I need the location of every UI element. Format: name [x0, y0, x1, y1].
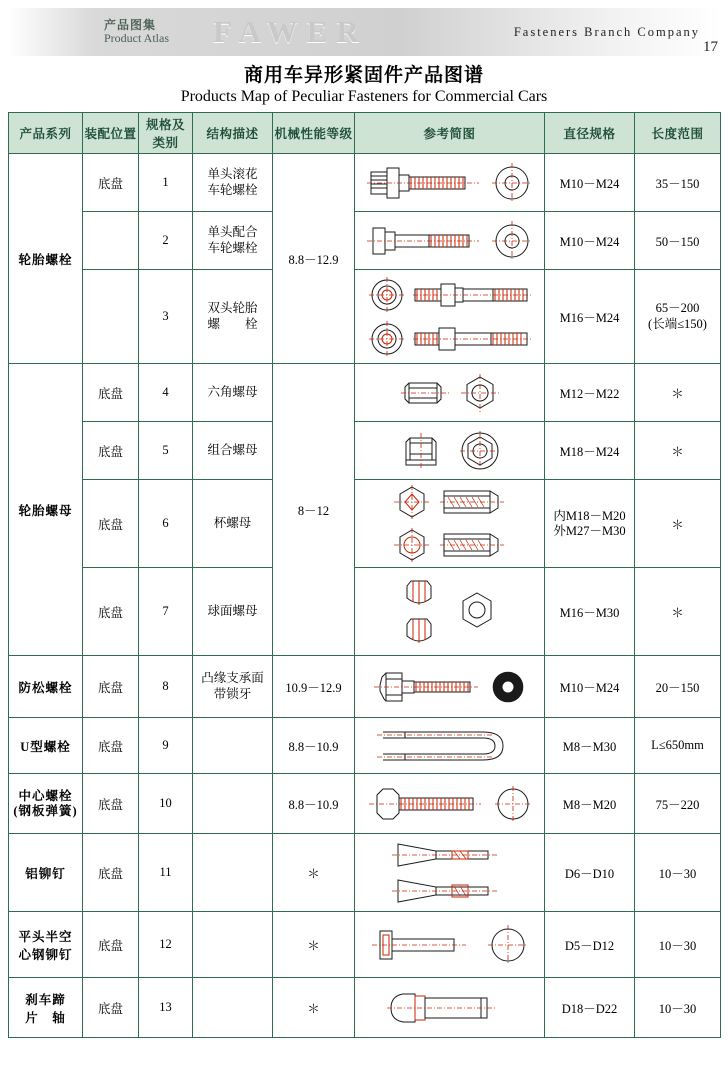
cell-position [83, 270, 139, 364]
cell-no: 9 [139, 718, 193, 774]
page [0, 8, 728, 1038]
cell-position: 底盘 [83, 364, 139, 422]
cell-grade: ＊ [273, 912, 355, 978]
atlas-label-cn: 产品图集 [104, 18, 157, 33]
figure-double-end-wheel-bolt [355, 270, 545, 364]
figure-aluminum-rivet [355, 834, 545, 912]
figure-flange-lock-bolt [355, 656, 545, 718]
table-row [9, 656, 721, 718]
cell-length: 65－200 (长端≤150) [635, 270, 721, 364]
cell-grade: 10.9－12.9 [273, 656, 355, 718]
cell-position: 底盘 [83, 480, 139, 568]
table-row [9, 422, 721, 480]
cell-series: 平头半空 心钢铆钉 [9, 912, 83, 978]
cell-diameter: M16－M24 [545, 270, 635, 364]
cell-description: 组合螺母 [193, 422, 273, 480]
table-row [9, 154, 721, 212]
cell-grade: 8.8－10.9 [273, 718, 355, 774]
table-row [9, 480, 721, 568]
cell-position: 底盘 [83, 834, 139, 912]
cell-series: 轮胎螺栓 [9, 154, 83, 364]
cell-length: 10－30 [635, 978, 721, 1038]
table-header-row [9, 113, 721, 154]
figure-fitted-wheel-bolt [355, 212, 545, 270]
cell-diameter: M10－M24 [545, 154, 635, 212]
table-row [9, 212, 721, 270]
page-number: 17 [703, 39, 718, 55]
figure-center-bolt [355, 774, 545, 834]
cell-series: 刹车蹄 片 轴 [9, 978, 83, 1038]
cell-description [193, 774, 273, 834]
col-series: 产品系列 [9, 113, 83, 154]
table-row [9, 774, 721, 834]
cell-length: 10－30 [635, 912, 721, 978]
cell-description: 双头轮胎 螺 栓 [193, 270, 273, 364]
cell-series: 中心螺栓 (钢板弹簧) [9, 774, 83, 834]
cell-no: 10 [139, 774, 193, 834]
cell-length: ＊ [635, 568, 721, 656]
cell-description [193, 718, 273, 774]
cell-length: 20－150 [635, 656, 721, 718]
cell-diameter: M12－M22 [545, 364, 635, 422]
table-row [9, 978, 721, 1038]
cell-no: 3 [139, 270, 193, 364]
cell-description: 凸缘支承面 带锁牙 [193, 656, 273, 718]
table-row [9, 364, 721, 422]
table-row [9, 718, 721, 774]
cell-length: ＊ [635, 364, 721, 422]
cell-description [193, 834, 273, 912]
cell-no: 12 [139, 912, 193, 978]
cell-diameter: M16－M30 [545, 568, 635, 656]
cell-position: 底盘 [83, 422, 139, 480]
figure-hex-nut [355, 364, 545, 422]
figure-u-bolt [355, 718, 545, 774]
cell-length: ＊ [635, 480, 721, 568]
col-grade: 机械性能等级 [273, 113, 355, 154]
cell-diameter: M8－M30 [545, 718, 635, 774]
cell-diameter: D5－D12 [545, 912, 635, 978]
atlas-label [104, 19, 169, 44]
cell-position: 底盘 [83, 774, 139, 834]
cell-position: 底盘 [83, 656, 139, 718]
cell-no: 6 [139, 480, 193, 568]
brand-logo: FAWER [213, 14, 368, 49]
cell-no: 11 [139, 834, 193, 912]
cell-no: 4 [139, 364, 193, 422]
cell-diameter: D6－D10 [545, 834, 635, 912]
cell-length: 10－30 [635, 834, 721, 912]
table-row [9, 270, 721, 364]
cell-position: 底盘 [83, 912, 139, 978]
cell-length: 35－150 [635, 154, 721, 212]
cell-no: 5 [139, 422, 193, 480]
figure-brake-shoe-pin [355, 978, 545, 1038]
cell-length: 75－220 [635, 774, 721, 834]
cell-length: ＊ [635, 422, 721, 480]
cell-grade: ＊ [273, 834, 355, 912]
cell-length: 50－150 [635, 212, 721, 270]
cell-position: 底盘 [83, 978, 139, 1038]
cell-description: 单头滚花 车轮螺栓 [193, 154, 273, 212]
cell-description [193, 912, 273, 978]
cell-description: 球面螺母 [193, 568, 273, 656]
figure-spherical-nut [355, 568, 545, 656]
col-figure: 参考简图 [355, 113, 545, 154]
col-spec-type: 规格及类别 [139, 113, 193, 154]
cell-position: 底盘 [83, 718, 139, 774]
col-diameter: 直径规格 [545, 113, 635, 154]
cell-no: 8 [139, 656, 193, 718]
cell-description: 杯螺母 [193, 480, 273, 568]
cell-diameter: M10－M24 [545, 212, 635, 270]
cell-grade: 8－12 [273, 364, 355, 656]
cell-position [83, 212, 139, 270]
page-title-cn: 商用车异形紧固件产品图谱 [243, 65, 484, 86]
cell-series: 轮胎螺母 [9, 364, 83, 656]
col-position: 装配位置 [83, 113, 139, 154]
atlas-label-en: Product Atlas [104, 31, 169, 45]
cell-description: 六角螺母 [193, 364, 273, 422]
figure-cup-nut [355, 480, 545, 568]
cell-no: 2 [139, 212, 193, 270]
figure-flange-combo-nut [355, 422, 545, 480]
cell-grade: 8.8－10.9 [273, 774, 355, 834]
company-name: Fasteners Branch Company [513, 24, 700, 39]
cell-position: 底盘 [83, 568, 139, 656]
cell-series: U型螺栓 [9, 718, 83, 774]
cell-description [193, 978, 273, 1038]
cell-grade: ＊ [273, 978, 355, 1038]
cell-series: 铝铆钉 [9, 834, 83, 912]
cell-position: 底盘 [83, 154, 139, 212]
table-row [9, 568, 721, 656]
cell-no: 1 [139, 154, 193, 212]
cell-diameter: D18－D22 [545, 978, 635, 1038]
cell-no: 7 [139, 568, 193, 656]
cell-no: 13 [139, 978, 193, 1038]
page-title-en: Products Map of Peculiar Fasteners for Commercial Cars [180, 88, 548, 105]
figure-knurled-wheel-bolt [355, 154, 545, 212]
cell-diameter: M18－M24 [545, 422, 635, 480]
page-header [8, 8, 720, 56]
col-description: 结构描述 [193, 113, 273, 154]
products-table [8, 112, 721, 1038]
col-length: 长度范围 [635, 113, 721, 154]
cell-diameter: M10－M24 [545, 656, 635, 718]
table-row [9, 834, 721, 912]
table-row [9, 912, 721, 978]
cell-length: L≤650mm [635, 718, 721, 774]
figure-semi-tubular-rivet [355, 912, 545, 978]
cell-grade: 8.8－12.9 [273, 154, 355, 364]
cell-description: 单头配合 车轮螺栓 [193, 212, 273, 270]
cell-diameter: 内M18－M20 外M27－M30 [545, 480, 635, 568]
cell-diameter: M8－M20 [545, 774, 635, 834]
cell-series: 防松螺栓 [9, 656, 83, 718]
